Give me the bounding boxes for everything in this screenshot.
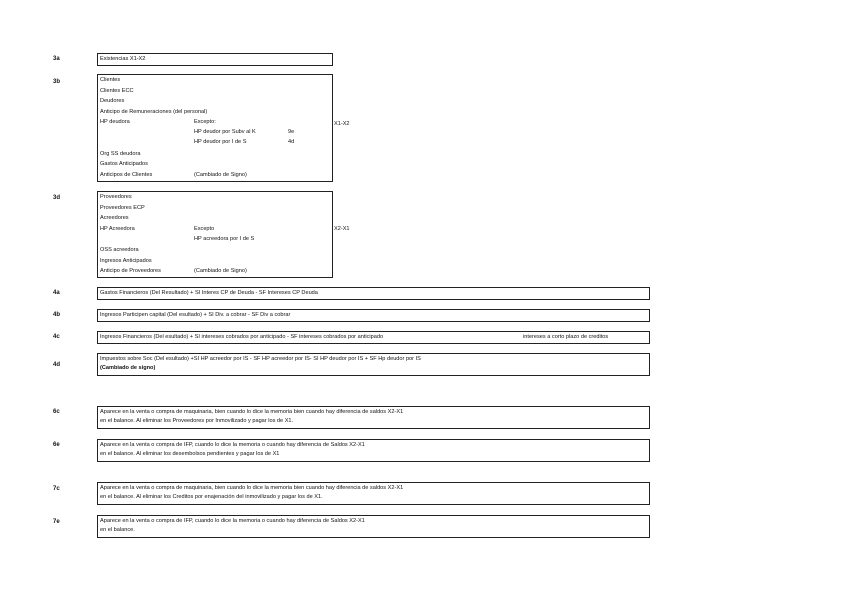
except-item-subv: HP deudor por Subv al K — [194, 129, 256, 135]
except-ref-4d: 4d — [288, 139, 295, 145]
note-cambiado-signo-3b: (Cambiado de Signo) — [194, 172, 247, 178]
item-anticipo-remuneraciones: Anticipo de Remuneraciones (del personal) — [100, 108, 208, 115]
item-oss-acreedora: OSS acreedora — [100, 247, 139, 253]
box-4d — [97, 353, 650, 376]
row-code-3d: 3d — [53, 195, 61, 201]
text-6e-line2: en el balance. Al eliminar los desembolsos pendientes y pagar los de X1 — [100, 451, 280, 458]
box-7c — [97, 482, 650, 505]
box-3a — [97, 53, 333, 66]
item-proveedores-ecp: Proveedores ECP — [100, 204, 145, 211]
formula-4c: Ingresos Financieros (Del esultado) + SI intereses cobrados por anticipado - SF intereses cobrados por anticipado — [100, 334, 384, 340]
item-clientes-ecc: Clientes ECC — [100, 87, 134, 94]
item-hp-acreedora: HP Acreedora — [100, 225, 135, 232]
box-6c — [97, 406, 650, 429]
formula-4b: Ingresos Participen capital (Del esultado) + SI Div. a cobrar - SF Div a cobrar — [100, 312, 291, 318]
box-4c — [97, 331, 650, 344]
box-6e — [97, 439, 650, 462]
box-7e — [97, 515, 650, 538]
row-code-4c: 4c — [53, 334, 60, 340]
row-code-4d: 4d — [53, 362, 61, 368]
item-org-ss-deudora: Org SS deudora — [100, 151, 141, 157]
item-deudores: Deudores — [100, 98, 125, 104]
item-hp-deudora: HP deudora — [100, 119, 130, 125]
row-code-6e: 6e — [53, 442, 60, 448]
box-4a — [97, 287, 650, 300]
text-6e-line1: Aparece en la venta o compra de IFP, cuando lo dice la memoria o cuando hay diferencia de Saldos X2-X1 — [100, 442, 365, 448]
item-proveedores: Proveedores — [100, 194, 132, 200]
except-label-3d: Excepto — [194, 225, 215, 232]
row-code-3b: 3b — [53, 79, 61, 85]
row-code-4b: 4b — [53, 312, 61, 318]
text-existencias: Existencias X1-X2 — [100, 56, 146, 62]
item-ingresos-anticipados: Ingresos Anticipados — [100, 257, 152, 264]
row-code-6c: 6c — [53, 409, 60, 415]
note-cambiado-signo-4d: (Cambiado de signo) — [100, 365, 156, 372]
except-ref-9e: 9e — [288, 129, 295, 135]
except-label: Excepto: — [194, 119, 216, 125]
row-code-7e: 7e — [53, 519, 60, 525]
item-anticipos-clientes: Anticipos de Clientes — [100, 172, 153, 178]
item-gastos-anticipados: Gastos Anticipados — [100, 161, 148, 167]
row-code-4a: 4a — [53, 290, 60, 296]
text-6c-line1: Aparece en la venta o compra de maquinaria, bien cuando lo dice la memoria bien cuando hay diferencia de saldos X2-X1 — [100, 409, 404, 415]
text-6c-line2: en el balance. Al eliminar los Proveedores por Inmovilizado y pagar los de X1. — [100, 418, 294, 425]
except-item-is: HP deudor por I de S — [194, 139, 247, 145]
row-code-7c: 7c — [53, 486, 60, 492]
except-item-hp-acreedora-is: HP acreedora por I de S — [194, 236, 255, 242]
item-anticipo-proveedores: Anticipo de Proveedores — [100, 268, 161, 274]
text-7c-line2: en el balance. Al eliminar los Creditos por enajenación del inmovilizado y pagar los de X1. — [100, 494, 323, 501]
note-cambiado-signo-3d: (Cambiado de Signo) — [194, 268, 247, 274]
text-7e-line1: Aparece en la venta o compra de IFP, cuando lo dice la memoria o cuando hay diferencia de Saldos X2-X1 — [100, 518, 365, 524]
box-3d — [97, 191, 333, 278]
box-3b — [97, 74, 333, 182]
row-code-3a: 3a — [53, 56, 60, 62]
formula-4a: Gastos Financieros (Del Resultado) + SI Interes CP de Deuda - SF Intereses CP Deuda — [100, 290, 318, 296]
formula-4d: Impuestos sobre Soc (Del esultado) +SI HP acreedor por IS - SF HP acreedor por IS- SI HP deudor por IS + SF Hp deudor por IS — [100, 356, 421, 362]
formula-3d: X2-X1 — [334, 226, 350, 232]
formula-3b: X1-X2 — [334, 121, 350, 127]
item-clientes: Clientes — [100, 77, 121, 83]
text-7e-line2: en el balance. — [100, 527, 135, 534]
box-4b — [97, 309, 650, 322]
text-7c-line1: Aparece en la venta o compra de maquinaria, bien cuando lo dice la memoria bien cuando hay diferencia de saldos X2-X1 — [100, 485, 404, 491]
extra-intereses-cp: intereses a corto plazo de creditos — [523, 334, 609, 340]
item-acreedores: Acreedores — [100, 215, 129, 221]
